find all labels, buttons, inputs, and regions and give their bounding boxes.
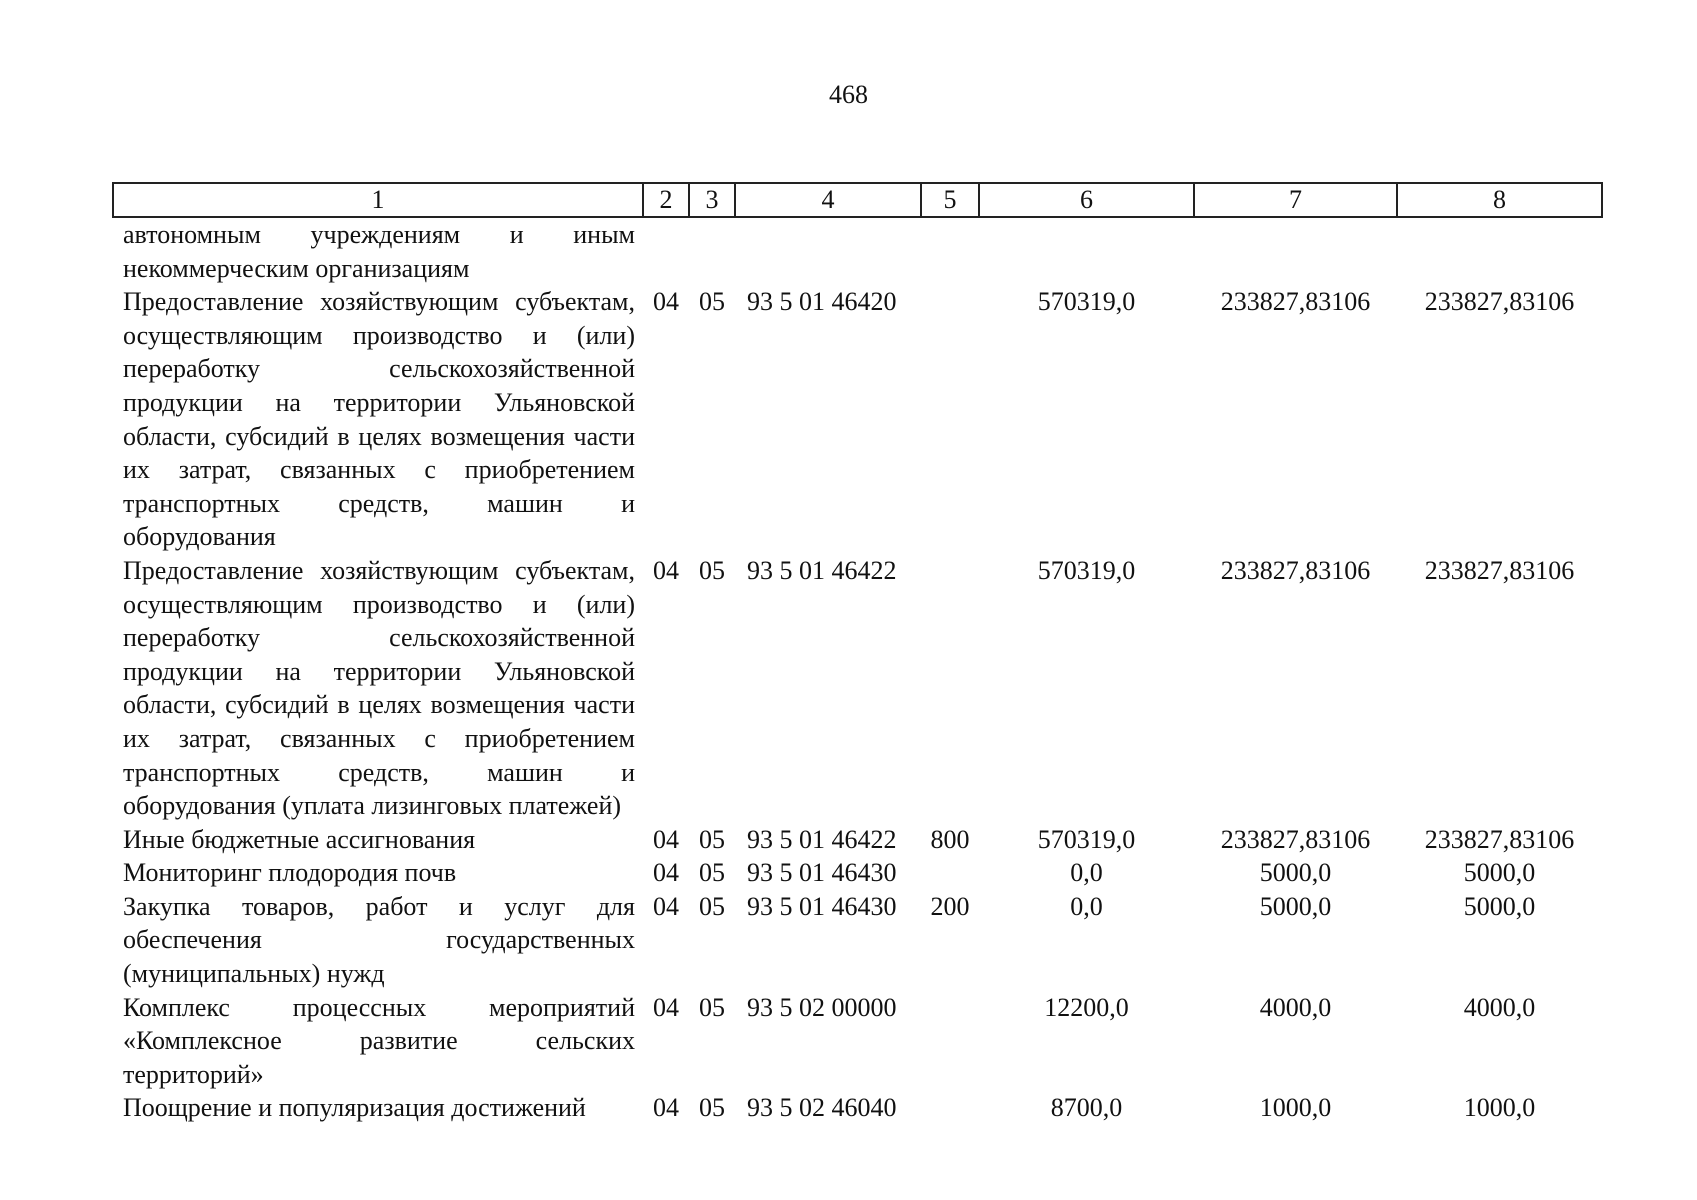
row-subsection: 05	[699, 1093, 725, 1123]
row-section: 04	[653, 287, 679, 317]
column-header: 6	[979, 183, 1194, 217]
row-subsection: 05	[699, 858, 725, 888]
row-subsection: 05	[699, 824, 725, 854]
row-subsection: 05	[699, 891, 725, 921]
row-name: Поощрение и популяризация достижений	[123, 1093, 586, 1123]
row-name: Мониторинг плодородия почв	[123, 858, 457, 888]
row-section: 04	[653, 858, 679, 888]
row-expense-type	[921, 217, 979, 285]
row-value-8: 4000,0	[1463, 992, 1536, 1022]
column-header: 1	[113, 183, 643, 217]
row-value-8: 1000,0	[1463, 1093, 1536, 1123]
column-header: 3	[689, 183, 735, 217]
column-header: 2	[643, 183, 689, 217]
table-row	[113, 991, 1602, 1092]
table-row	[113, 217, 1602, 285]
column-header: 4	[735, 183, 921, 217]
row-name: Предоставление хозяйствующим субъектам, осуществляющим производство и (или) переработку сельскохозяйственной продукции на территории Ульяновской области, субсидий в целях возмещения части их затрат, связанных с приобретением транспортных средств, машин и оборудования (уплата лизинговых платежей)	[123, 555, 635, 821]
table-row	[113, 285, 1602, 554]
row-value-6: 570319,0	[1037, 824, 1136, 854]
row-value-8: 233827,83106	[1424, 824, 1575, 854]
row-subsection: 05	[699, 555, 725, 585]
table-row	[113, 856, 1602, 890]
row-section	[643, 217, 689, 285]
row-section: 04	[653, 992, 679, 1022]
row-name: Комплекс процессных мероприятий «Комплексное развитие сельских территорий»	[123, 992, 635, 1089]
table-row	[113, 554, 1602, 823]
row-value-6: 8700,0	[1050, 1093, 1123, 1123]
row-name: автономным учреждениям и иным некоммерческим организациям	[123, 220, 635, 283]
row-value-8: 233827,83106	[1424, 555, 1575, 585]
table-row	[113, 1091, 1602, 1125]
row-target-code: 93 5 02 46040	[747, 1093, 897, 1123]
row-value-8: 5000,0	[1463, 858, 1536, 888]
row-expense-type	[921, 991, 979, 1092]
row-target-code: 93 5 01 46422	[747, 824, 897, 854]
row-expense-type: 200	[930, 891, 970, 921]
row-value-8	[1397, 217, 1602, 285]
row-expense-type	[921, 856, 979, 890]
row-target-code: 93 5 02 00000	[747, 992, 897, 1022]
row-subsection: 05	[699, 287, 725, 317]
column-header: 8	[1397, 183, 1602, 217]
row-section: 04	[653, 555, 679, 585]
row-value-7: 1000,0	[1259, 1093, 1332, 1123]
row-name: Предоставление хозяйствующим субъектам, осуществляющим производство и (или) переработку сельскохозяйственной продукции на территории Ульяновской области, субсидий в целях возмещения части их затрат, связанных с приобретением транспортных средств, машин и оборудования	[123, 287, 635, 552]
row-value-8: 5000,0	[1463, 891, 1536, 921]
row-value-7: 233827,83106	[1220, 287, 1371, 317]
row-value-6: 570319,0	[1037, 287, 1136, 317]
page-number: 468	[829, 80, 868, 109]
row-section: 04	[653, 891, 679, 921]
row-value-8: 233827,83106	[1424, 287, 1575, 317]
row-value-6	[979, 217, 1194, 285]
row-value-6: 0,0	[1070, 858, 1103, 888]
column-number-header	[113, 183, 1602, 217]
row-subsection: 05	[699, 992, 725, 1022]
row-section: 04	[653, 824, 679, 854]
row-section: 04	[653, 1093, 679, 1123]
column-header: 7	[1194, 183, 1397, 217]
row-value-7: 5000,0	[1259, 858, 1332, 888]
row-subsection	[689, 217, 735, 285]
row-value-6: 0,0	[1070, 891, 1103, 921]
row-value-6: 570319,0	[1037, 555, 1136, 585]
column-header: 5	[921, 183, 979, 217]
row-target-code	[735, 217, 921, 285]
row-value-7: 5000,0	[1259, 891, 1332, 921]
row-expense-type	[921, 285, 979, 554]
row-value-6: 12200,0	[1044, 992, 1129, 1022]
row-target-code: 93 5 01 46430	[747, 858, 897, 888]
row-value-7: 233827,83106	[1220, 555, 1371, 585]
row-target-code: 93 5 01 46420	[747, 287, 897, 317]
row-name: Иные бюджетные ассигнования	[123, 824, 476, 854]
row-value-7: 233827,83106	[1220, 824, 1371, 854]
table-row	[113, 823, 1602, 857]
row-expense-type	[921, 1091, 979, 1125]
table-row	[113, 890, 1602, 991]
budget-table	[112, 182, 1603, 1125]
row-target-code: 93 5 01 46422	[747, 555, 897, 585]
row-expense-type: 800	[930, 824, 970, 854]
row-value-7	[1194, 217, 1397, 285]
row-name: Закупка товаров, работ и услуг для обеспечения государственных (муниципальных) нужд	[123, 891, 635, 989]
row-expense-type	[921, 554, 979, 823]
row-value-7: 4000,0	[1259, 992, 1332, 1022]
row-target-code: 93 5 01 46430	[747, 891, 897, 921]
